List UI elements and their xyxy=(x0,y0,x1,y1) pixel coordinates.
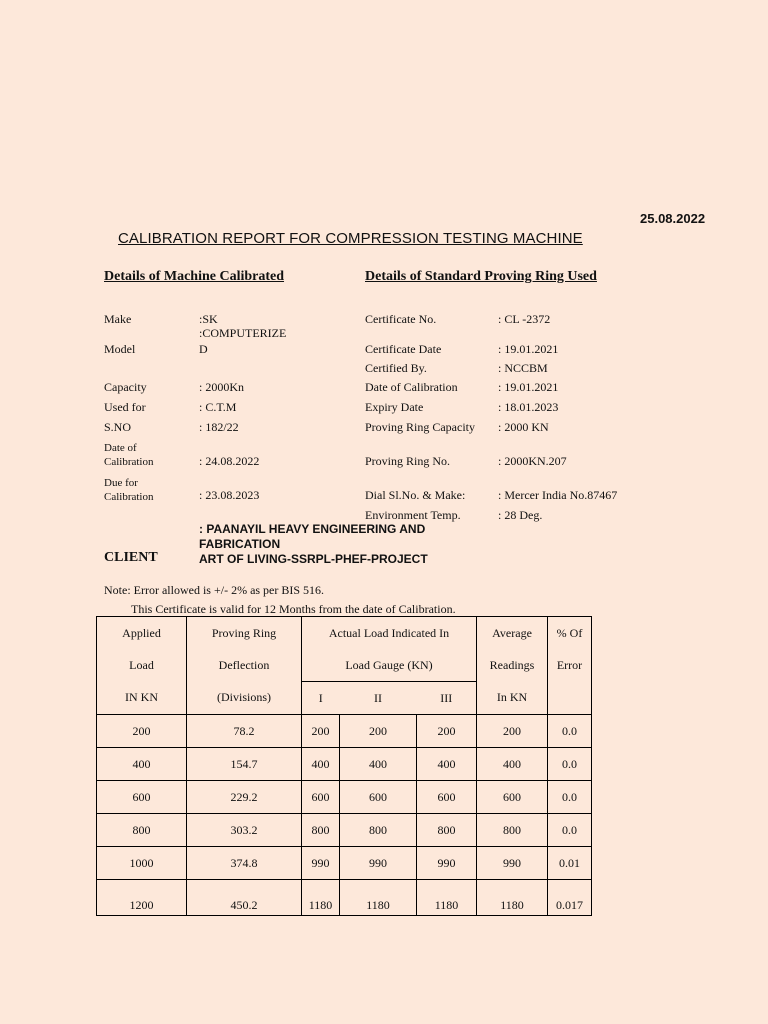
reading-ii-cell: 400 xyxy=(340,748,417,781)
error-cell: 0.0 xyxy=(548,814,592,847)
reading-iii-cell: 400 xyxy=(417,748,477,781)
make-value-cont: :COMPUTERIZE xyxy=(199,326,287,340)
reading-ii-cell: 600 xyxy=(340,781,417,814)
average-header-3: In KN xyxy=(477,682,548,715)
reading-ii-cell: 1180 xyxy=(340,880,417,916)
due-calibration-label: Due for xyxy=(104,477,138,489)
error-cell: 0.0 xyxy=(548,715,592,748)
sno-label: S.NO xyxy=(104,420,132,434)
deflection-cell: 229.2 xyxy=(187,781,302,814)
reading-iii-cell: 200 xyxy=(417,715,477,748)
due-calibration-label-cont: Calibration xyxy=(104,491,154,503)
cert-date-label: Certificate Date xyxy=(365,342,442,356)
error-cell: 0.01 xyxy=(548,847,592,880)
client-label: CLIENT xyxy=(104,550,158,565)
average-header-1: Average xyxy=(477,617,548,650)
applied-load-header-3: IN KN xyxy=(97,682,187,715)
reading-iii-cell: 1180 xyxy=(417,880,477,916)
table-row xyxy=(97,814,592,847)
applied-load-cell: 1200 xyxy=(97,880,187,916)
cert-no-value: : CL -2372 xyxy=(498,312,551,326)
error-cell: 0.0 xyxy=(548,748,592,781)
average-cell: 800 xyxy=(477,814,548,847)
reading-i-cell: 200 xyxy=(302,715,340,748)
reading-iii-cell: 800 xyxy=(417,814,477,847)
client-line-3: ART OF LIVING-SSRPL-PHEF-PROJECT xyxy=(199,552,428,566)
reading-ii-cell: 200 xyxy=(340,715,417,748)
dial-label: Dial Sl.No. & Make: xyxy=(365,488,466,502)
dial-value: : Mercer India No.87467 xyxy=(498,488,618,502)
client-line-1: : PAANAYIL HEAVY ENGINEERING AND xyxy=(199,522,426,536)
reading-i-cell: 600 xyxy=(302,781,340,814)
applied-load-cell: 1000 xyxy=(97,847,187,880)
actual-load-header-1: Actual Load Indicated In xyxy=(302,617,477,650)
ring-no-value: : 2000KN.207 xyxy=(498,454,567,468)
reading-i-cell: 800 xyxy=(302,814,340,847)
report-title: CALIBRATION REPORT FOR COMPRESSION TESTING MACHINE xyxy=(118,230,583,247)
client-line-2: FABRICATION xyxy=(199,537,281,551)
reading-ii-cell: 990 xyxy=(340,847,417,880)
ring-details-heading: Details of Standard Proving Ring Used xyxy=(365,269,597,284)
used-for-label: Used for xyxy=(104,400,146,414)
error-note: Note: Error allowed is +/- 2% as per BIS 516. xyxy=(104,583,325,597)
ring-doc-value: : 19.01.2021 xyxy=(498,380,559,394)
cert-no-label: Certificate No. xyxy=(365,312,437,326)
capacity-value: : 2000Kn xyxy=(199,380,244,394)
expiry-label: Expiry Date xyxy=(365,400,424,414)
applied-load-header-2: Load xyxy=(97,649,187,682)
average-header-2: Readings xyxy=(477,649,548,682)
average-cell: 200 xyxy=(477,715,548,748)
ring-doc-label: Date of Calibration xyxy=(365,380,458,394)
used-for-value: : C.T.M xyxy=(199,400,237,414)
error-header-1: % Of xyxy=(548,617,592,650)
applied-load-cell: 400 xyxy=(97,748,187,781)
model-value: D xyxy=(199,342,208,356)
ring-capacity-label: Proving Ring Capacity xyxy=(365,420,475,434)
sub-header-iii: III xyxy=(417,682,477,715)
table-row xyxy=(97,715,592,748)
reading-iii-cell: 600 xyxy=(417,781,477,814)
error-header-2: Error xyxy=(548,649,592,682)
reading-i-cell: 1180 xyxy=(302,880,340,916)
reading-i-cell: 400 xyxy=(302,748,340,781)
deflection-header-3: (Divisions) xyxy=(187,682,302,715)
cert-date-value: : 19.01.2021 xyxy=(498,342,559,356)
model-label: Model xyxy=(104,342,136,356)
average-cell: 600 xyxy=(477,781,548,814)
report-date: 25.08.2022 xyxy=(640,211,706,226)
table-row xyxy=(97,847,592,880)
applied-load-cell: 800 xyxy=(97,814,187,847)
table-row xyxy=(97,781,592,814)
average-cell: 990 xyxy=(477,847,548,880)
validity-note: This Certificate is valid for 12 Months from the date of Calibration. xyxy=(131,602,456,616)
reading-iii-cell: 990 xyxy=(417,847,477,880)
reading-ii-cell: 800 xyxy=(340,814,417,847)
expiry-value: : 18.01.2023 xyxy=(498,400,559,414)
average-cell: 1180 xyxy=(477,880,548,916)
machine-details-heading: Details of Machine Calibrated xyxy=(104,269,285,284)
env-temp-value: : 28 Deg. xyxy=(498,508,543,522)
deflection-cell: 303.2 xyxy=(187,814,302,847)
deflection-cell: 154.7 xyxy=(187,748,302,781)
date-of-calibration-value: : 24.08.2022 xyxy=(199,454,260,468)
deflection-header-1: Proving Ring xyxy=(187,617,302,650)
applied-load-cell: 200 xyxy=(97,715,187,748)
due-calibration-value: : 23.08.2023 xyxy=(199,488,260,502)
sno-value: : 182/22 xyxy=(199,420,239,434)
actual-load-header-2: Load Gauge (KN) xyxy=(302,649,477,682)
applied-load-cell: 600 xyxy=(97,781,187,814)
date-of-calibration-label-cont: Calibration xyxy=(104,456,154,468)
sub-header-i: I xyxy=(302,682,340,715)
reading-i-cell: 990 xyxy=(302,847,340,880)
deflection-header-2: Deflection xyxy=(187,649,302,682)
error-header-3 xyxy=(548,682,592,715)
capacity-label: Capacity xyxy=(104,380,147,394)
make-label: Make xyxy=(104,312,132,326)
ring-capacity-value: : 2000 KN xyxy=(498,420,549,434)
calibration-table xyxy=(96,616,592,916)
cert-by-label: Certified By. xyxy=(365,361,427,375)
deflection-cell: 374.8 xyxy=(187,847,302,880)
deflection-cell: 78.2 xyxy=(187,715,302,748)
date-of-calibration-label: Date of xyxy=(104,442,137,454)
sub-header-ii: II xyxy=(374,690,382,705)
table-row xyxy=(97,880,592,916)
error-cell: 0.0 xyxy=(548,781,592,814)
cert-by-value: : NCCBM xyxy=(498,361,548,375)
table-row xyxy=(97,748,592,781)
ring-no-label: Proving Ring No. xyxy=(365,454,451,468)
average-cell: 400 xyxy=(477,748,548,781)
applied-load-header-1: Applied xyxy=(97,617,187,650)
deflection-cell: 450.2 xyxy=(187,880,302,916)
error-cell: 0.017 xyxy=(548,880,592,916)
make-value: :SK xyxy=(199,312,218,326)
env-temp-label: Environment Temp. xyxy=(365,508,461,522)
